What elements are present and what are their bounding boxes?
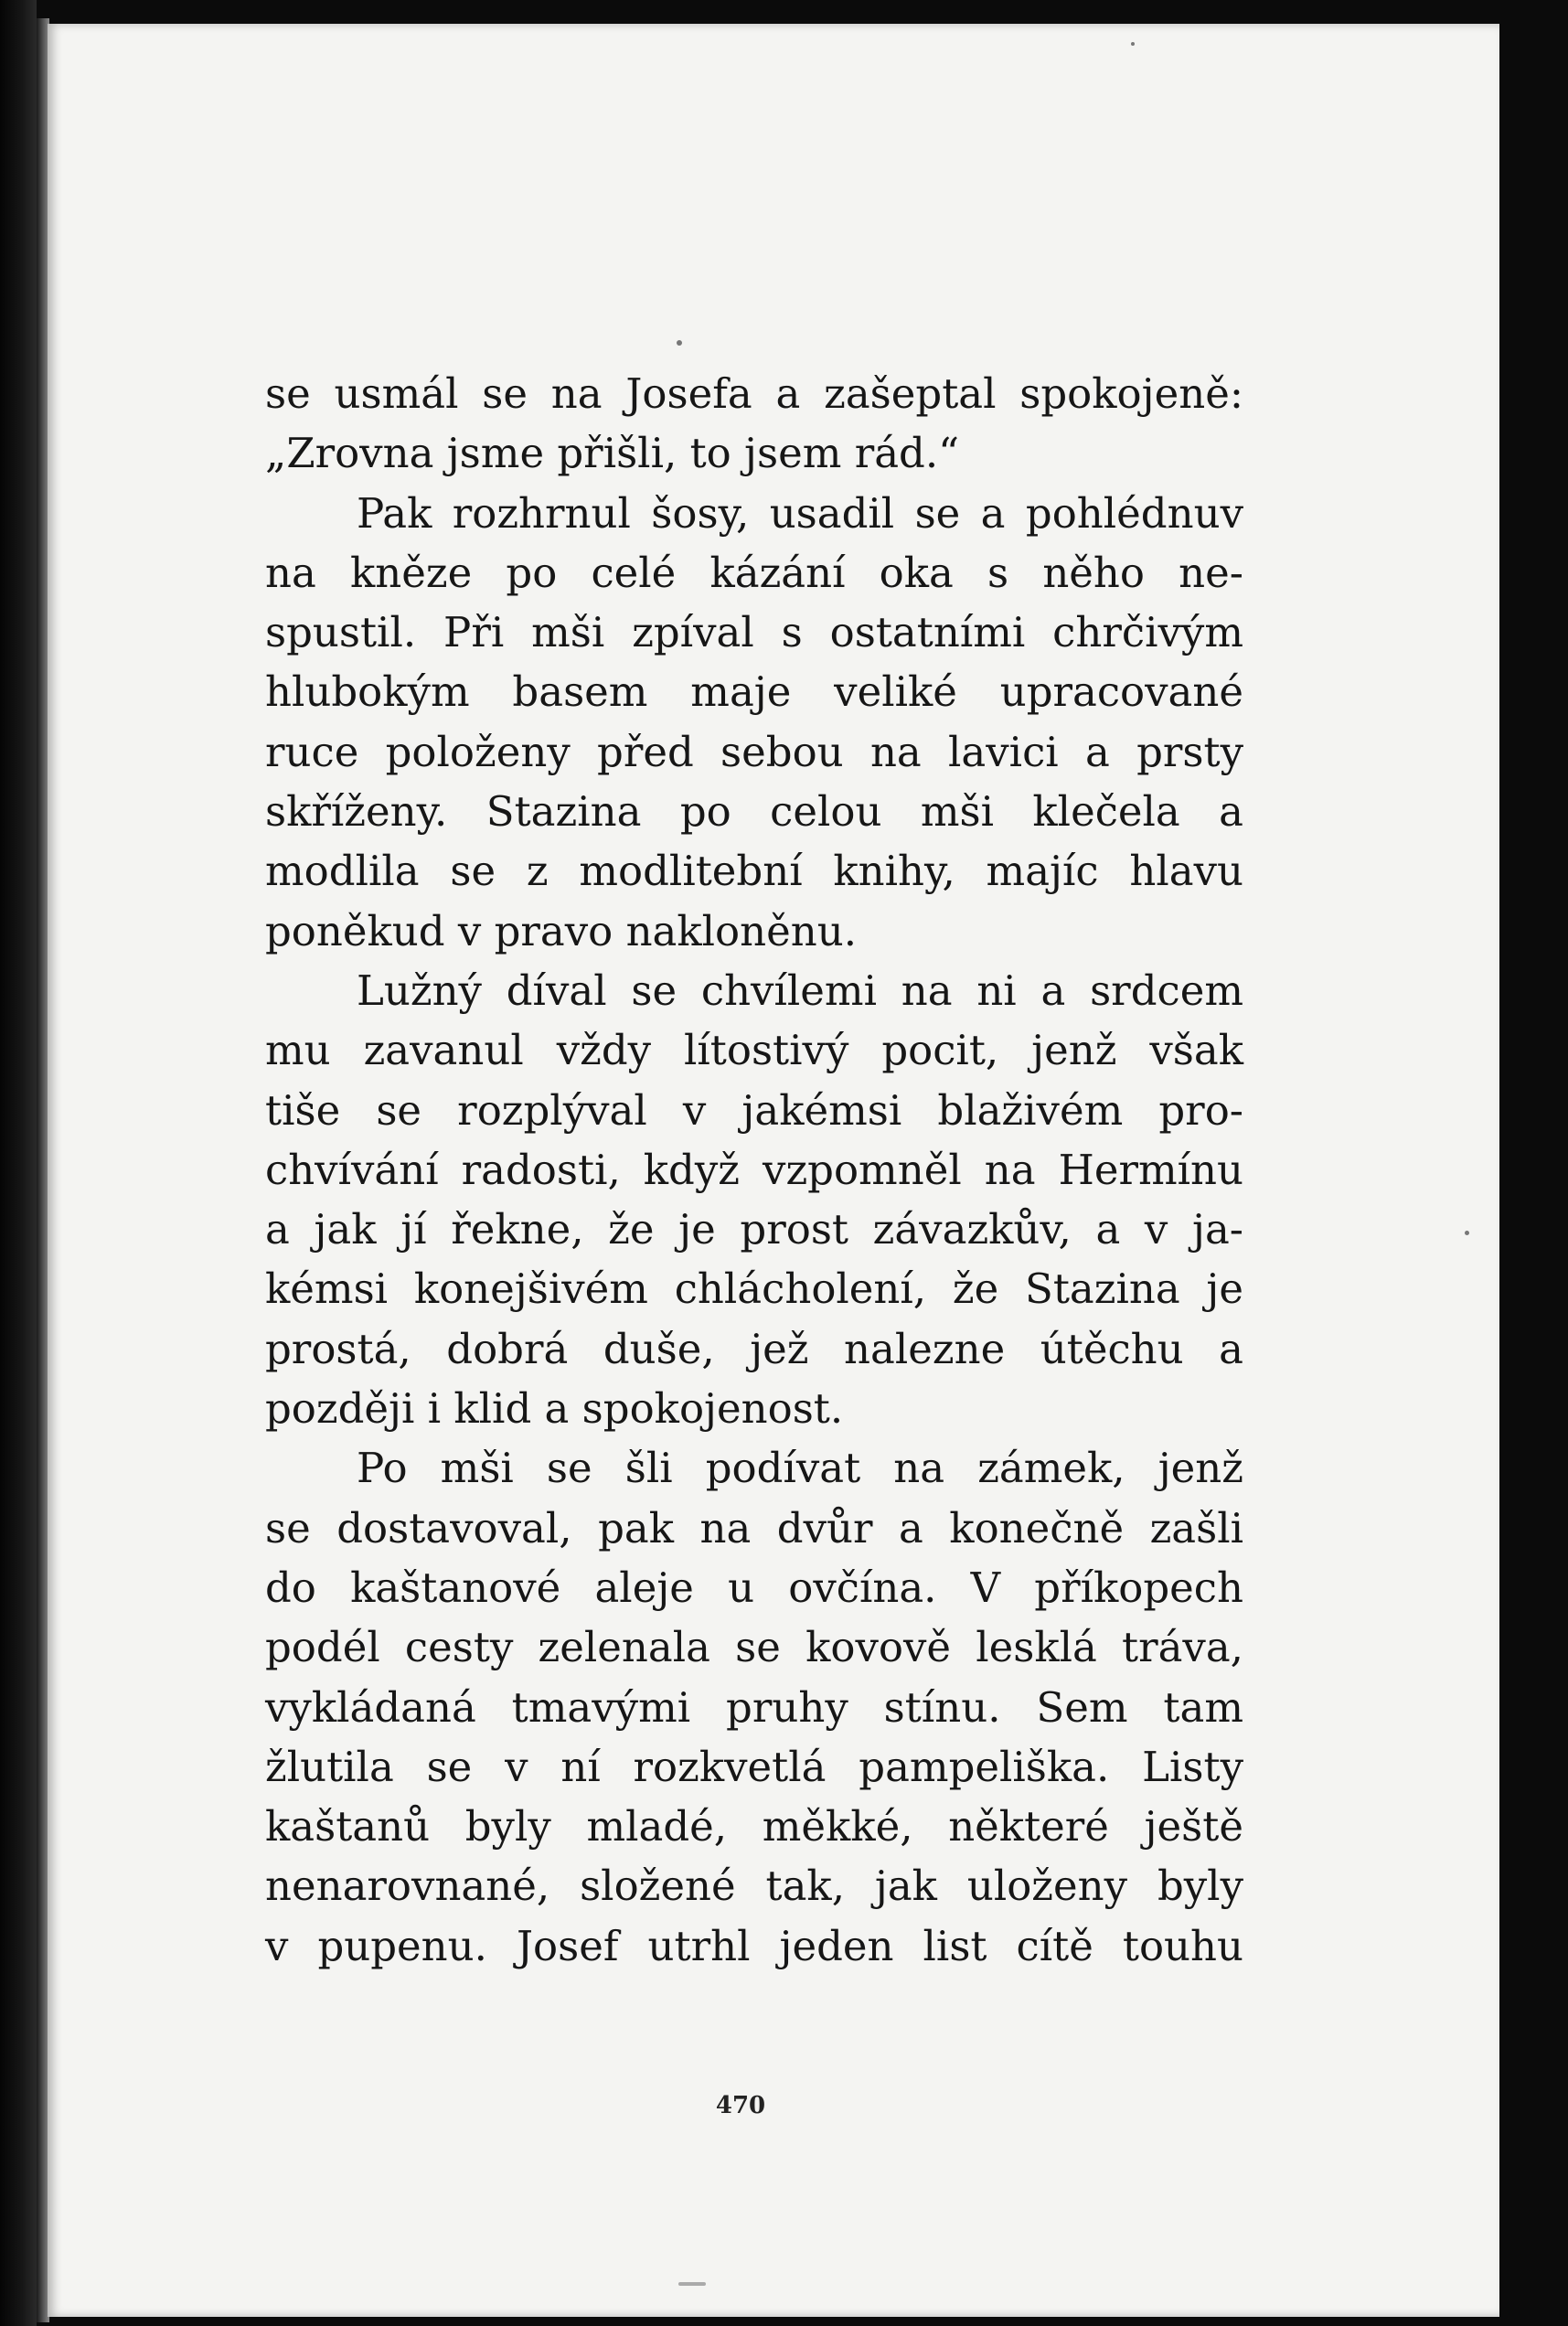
text-line: nenarovnané, složené tak, jak uloženy byly [265, 1862, 1243, 1911]
text-line: prostá, dobrá duše, jež nalezne útěchu a [265, 1324, 1243, 1373]
text-line: na kněze po celé kázání oka s něho ne- [265, 548, 1243, 597]
text-line: vykládaná tmavými pruhy stínu. Sem tam [265, 1682, 1243, 1732]
text-line: a jak jí řekne, že je prost závazkův, a v ja- [265, 1205, 1243, 1254]
paper-smudge [678, 2282, 706, 2286]
text-line: kémsi konejšivém chlácholení, že Stazina je [265, 1264, 1243, 1314]
text-line: hlubokým basem maje veliké upracované [265, 667, 1243, 717]
text-line: Po mši se šli podívat na zámek, jenž [357, 1444, 1243, 1493]
text-line: později i klid a spokojenost. [265, 1384, 844, 1434]
text-line: spustil. Při mši zpíval s ostatními chrčivým [265, 608, 1243, 657]
text-line: žlutila se v ní rozkvetlá pampeliška. Listy [265, 1742, 1243, 1791]
text-line: skříženy. Stazina po celou mši klečela a [265, 787, 1243, 837]
text-line: kaštanů byly mladé, měkké, některé ještě [265, 1802, 1243, 1851]
paper-speck [1465, 1231, 1469, 1235]
text-line: Pak rozhrnul šosy, usadil se a pohlédnuv [357, 488, 1243, 538]
text-line: modlila se z modlitební knihy, majíc hlavu [265, 847, 1243, 896]
paper-speck [1131, 42, 1135, 46]
text-line: chvívání radosti, když vzpomněl na Hermínu [265, 1145, 1243, 1194]
text-line: Lužný díval se chvílemi na ni a srdcem [357, 966, 1243, 1015]
text-line: mu zavanul vždy lítostivý pocit, jenž však [265, 1026, 1243, 1075]
paper-speck [677, 340, 682, 346]
text-line: se usmál se na Josefa a zašeptal spokojeně: [265, 369, 1243, 418]
body-text [265, 364, 1243, 1976]
text-line: podél cesty zelenala se kovově lesklá tráva, [265, 1623, 1243, 1672]
text-line: v pupenu. Josef utrhl jeden list cítě touhu [265, 1921, 1243, 1970]
book-spine-edge [0, 0, 37, 2326]
text-line: se dostavoval, pak na dvůr a konečně zašli [265, 1503, 1243, 1552]
text-line: tiše se rozplýval v jakémsi blaživém pro- [265, 1085, 1243, 1135]
text-line: „Zrovna jsme přišli, to jsem rád.“ [265, 429, 960, 478]
page-number: 470 [715, 2092, 766, 2119]
text-line: do kaštanové aleje u ovčína. V příkopech [265, 1563, 1243, 1612]
text-line: poněkud v pravo nakloněnu. [265, 906, 858, 955]
text-line: ruce položeny před sebou na lavici a prsty [265, 727, 1243, 776]
